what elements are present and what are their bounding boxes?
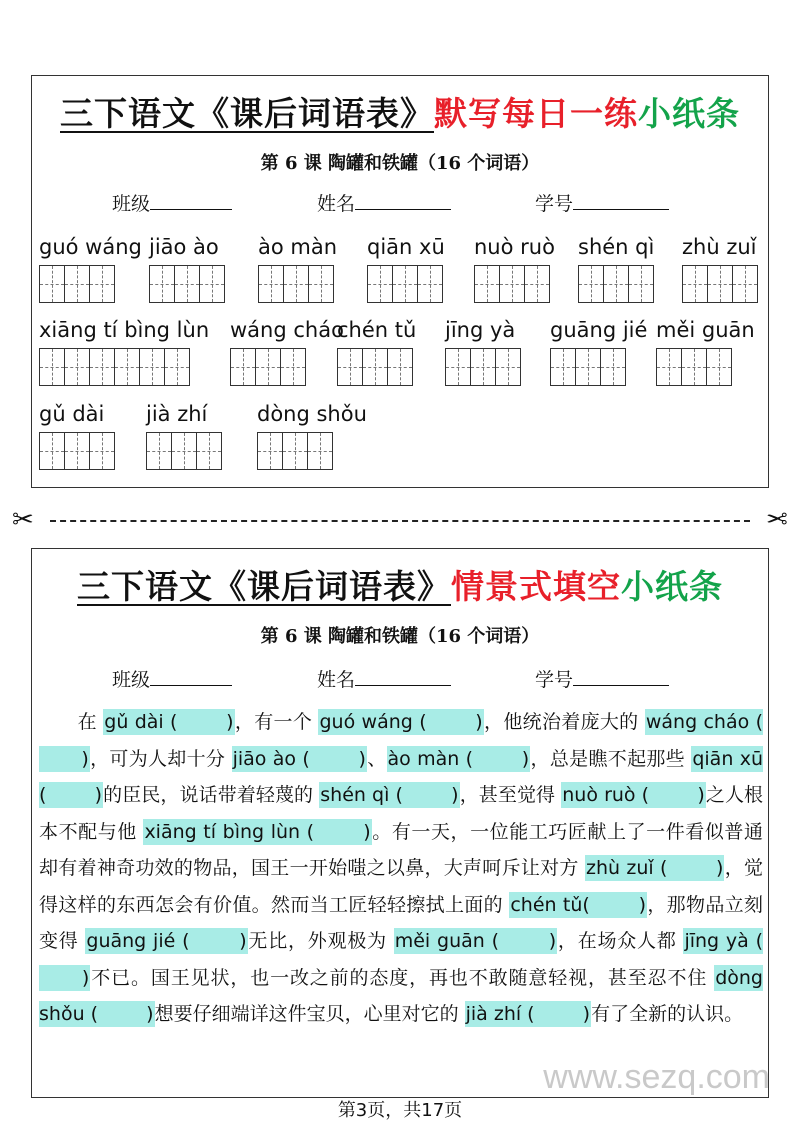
- pinyin-prompt: qiān xū: [367, 235, 445, 259]
- pinyin-blank[interactable]: jīng yà ( ): [39, 928, 763, 991]
- writing-cell[interactable]: [732, 265, 758, 303]
- number-field[interactable]: [535, 665, 669, 692]
- story-passage: [39, 704, 763, 1033]
- watermark: www.sezq.com: [543, 1058, 770, 1096]
- writing-grid[interactable]: [656, 348, 731, 386]
- writing-cell[interactable]: [387, 348, 413, 386]
- writing-cell[interactable]: [283, 265, 309, 303]
- writing-cell[interactable]: [628, 265, 654, 303]
- writing-cell[interactable]: [578, 265, 604, 303]
- writing-cell[interactable]: [392, 265, 418, 303]
- number-field[interactable]: [535, 189, 669, 216]
- writing-cell[interactable]: [575, 348, 601, 386]
- writing-cell[interactable]: [707, 265, 733, 303]
- pinyin-prompt: xiāng tí bìng lùn: [39, 318, 210, 342]
- writing-grid[interactable]: [337, 348, 412, 386]
- writing-grid[interactable]: [149, 265, 224, 303]
- title-main: 三下语文《课后词语表》: [77, 567, 451, 606]
- fill-in-title: [32, 561, 768, 608]
- writing-grid[interactable]: [39, 348, 189, 386]
- passage-text: 。有一天，一位能工巧匠献上了一件看似普通却有着神奇功效的物品，国王一开始嗤之以鼻，大声呵斥让对方: [39, 820, 763, 879]
- writing-cell[interactable]: [445, 348, 471, 386]
- pinyin-blank[interactable]: chén tǔ( ): [510, 893, 647, 916]
- writing-cell[interactable]: [362, 348, 388, 386]
- class-label: 班级: [112, 193, 151, 215]
- writing-cell[interactable]: [64, 432, 90, 470]
- writing-cell[interactable]: [164, 348, 190, 386]
- passage-text: 之人根本不配与他: [39, 784, 764, 843]
- pinyin-prompt: shén qì: [578, 235, 655, 259]
- writing-cell[interactable]: [174, 265, 200, 303]
- pinyin-blank[interactable]: jiāo ào ( ): [232, 747, 366, 770]
- writing-cell[interactable]: [682, 265, 708, 303]
- title-green: 小纸条: [621, 567, 723, 606]
- writing-cell[interactable]: [64, 265, 90, 303]
- writing-cell[interactable]: [495, 348, 521, 386]
- writing-cell[interactable]: [39, 348, 65, 386]
- number-label: 学号: [535, 193, 574, 215]
- writing-cell[interactable]: [230, 348, 256, 386]
- dashed-divider: [50, 520, 750, 522]
- passage-text: 在: [77, 711, 104, 733]
- dictation-card: [31, 75, 769, 488]
- lesson-subtitle: 第 6 课 陶罐和铁罐（16 个词语）: [260, 626, 540, 647]
- name-label: 姓名: [317, 669, 356, 691]
- pinyin-blank[interactable]: nuò ruò ( ): [562, 784, 705, 806]
- pinyin-prompt: jià zhí: [146, 402, 208, 426]
- writing-cell[interactable]: [89, 348, 115, 386]
- passage-text: 不已。国王见状，也一改之前的态度，再也不敢随意轻视，甚至忍不住: [90, 966, 715, 989]
- pinyin-blank[interactable]: xiāng tí bìng lùn ( ): [144, 820, 371, 843]
- class-label: 班级: [112, 669, 151, 691]
- writing-grid[interactable]: [550, 348, 625, 386]
- writing-cell[interactable]: [171, 432, 197, 470]
- pinyin-prompt: guó wáng: [39, 235, 142, 259]
- class-field[interactable]: [112, 665, 232, 692]
- lesson-subtitle: 第 6 课 陶罐和铁罐（16 个词语）: [260, 153, 540, 174]
- writing-cell[interactable]: [308, 265, 334, 303]
- writing-cell[interactable]: [196, 432, 222, 470]
- class-field[interactable]: [112, 189, 232, 216]
- title-red: 默写每日一练: [434, 94, 638, 133]
- pinyin-prompt: wáng cháo: [230, 318, 344, 342]
- passage-text: ，他统治着庞大的: [483, 711, 645, 733]
- pinyin-prompt: jiāo ào: [149, 235, 219, 259]
- writing-cell[interactable]: [89, 265, 115, 303]
- pinyin-prompt: guāng jié: [550, 318, 648, 342]
- writing-cell[interactable]: [255, 348, 281, 386]
- writing-cell[interactable]: [199, 265, 225, 303]
- writing-cell[interactable]: [524, 265, 550, 303]
- writing-cell[interactable]: [89, 432, 115, 470]
- cut-line: [12, 505, 788, 535]
- name-field[interactable]: [317, 665, 451, 692]
- scissors-icon: ✂: [766, 505, 788, 535]
- writing-grid[interactable]: [39, 432, 114, 470]
- writing-cell[interactable]: [600, 348, 626, 386]
- pinyin-prompt: měi guān: [656, 318, 755, 342]
- writing-cell[interactable]: [257, 432, 283, 470]
- dictation-title: [32, 88, 768, 135]
- scissors-icon: ✂: [12, 505, 34, 535]
- writing-cell[interactable]: [656, 348, 682, 386]
- passage-text: 的臣民，说话带着轻蔑的: [103, 784, 320, 806]
- writing-grid[interactable]: [445, 348, 520, 386]
- writing-cell[interactable]: [499, 265, 525, 303]
- passage-text: ，那物品立刻变得: [39, 893, 764, 952]
- passage-text: ，有一个: [234, 711, 319, 733]
- writing-grid[interactable]: [367, 265, 442, 303]
- passage-text: 有了全新的认识。: [591, 1003, 744, 1025]
- writing-grid[interactable]: [474, 265, 549, 303]
- pinyin-prompt: gǔ dài: [39, 402, 105, 426]
- pinyin-prompt: jīng yà: [445, 318, 516, 342]
- writing-cell[interactable]: [139, 348, 165, 386]
- passage-text: ，总是瞧不起那些: [530, 747, 692, 770]
- name-field[interactable]: [317, 189, 451, 216]
- pinyin-blank[interactable]: dòng shǒu ( ): [39, 966, 763, 1025]
- fill-in-card: [31, 548, 769, 1098]
- writing-cell[interactable]: [474, 265, 500, 303]
- name-label: 姓名: [317, 193, 356, 215]
- passage-text: ，觉得这样的东西怎会有价值。然而当工匠轻轻擦拭上面的: [39, 857, 764, 916]
- pinyin-prompt: zhù zuǐ: [682, 235, 757, 259]
- writing-grid[interactable]: [257, 432, 332, 470]
- pinyin-blank[interactable]: guāng jié ( ): [86, 930, 247, 952]
- writing-grid[interactable]: [258, 265, 333, 303]
- writing-cell[interactable]: [258, 265, 284, 303]
- writing-cell[interactable]: [307, 432, 333, 470]
- writing-cell[interactable]: [64, 348, 90, 386]
- passage-text: 、: [366, 747, 387, 770]
- title-red: 情景式填空: [451, 567, 621, 606]
- writing-cell[interactable]: [603, 265, 629, 303]
- pinyin-blank[interactable]: shén qì ( ): [320, 784, 459, 806]
- pinyin-prompt: ào màn: [258, 235, 338, 259]
- pinyin-blank[interactable]: jià zhí ( ): [465, 1003, 591, 1025]
- writing-cell[interactable]: [39, 265, 65, 303]
- title-green: 小纸条: [638, 94, 740, 133]
- number-label: 学号: [535, 669, 574, 691]
- pinyin-blank[interactable]: wáng cháo ( ): [39, 709, 763, 772]
- writing-cell[interactable]: [39, 432, 65, 470]
- writing-cell[interactable]: [337, 348, 363, 386]
- writing-cell[interactable]: [282, 432, 308, 470]
- passage-text: ，甚至觉得: [459, 784, 562, 806]
- writing-grid[interactable]: [39, 265, 114, 303]
- writing-cell[interactable]: [149, 265, 175, 303]
- passage-text: 无比，外观极为: [247, 930, 394, 952]
- writing-cell[interactable]: [146, 432, 172, 470]
- writing-grid[interactable]: [682, 265, 757, 303]
- writing-cell[interactable]: [367, 265, 393, 303]
- pinyin-blank[interactable]: qiān xū ( ): [39, 747, 764, 806]
- passage-text: ，可为人却十分: [89, 747, 232, 770]
- writing-cell[interactable]: [114, 348, 140, 386]
- pinyin-prompt: dòng shǒu: [257, 402, 367, 426]
- pinyin-blank[interactable]: gǔ dài ( ): [104, 711, 234, 733]
- writing-cell[interactable]: [706, 348, 732, 386]
- writing-cell[interactable]: [417, 265, 443, 303]
- pinyin-prompt: nuò ruò: [474, 235, 555, 259]
- writing-cell[interactable]: [681, 348, 707, 386]
- pinyin-blank[interactable]: guó wáng ( ): [319, 711, 483, 733]
- writing-grid[interactable]: [230, 348, 305, 386]
- passage-text: ，在场众人都: [557, 930, 684, 952]
- pinyin-blank[interactable]: zhù zuǐ ( ): [586, 857, 724, 879]
- pinyin-blank[interactable]: měi guān ( ): [394, 930, 557, 952]
- passage-text: 想要仔细端详这件宝贝，心里对它的: [154, 1003, 465, 1025]
- pinyin-prompt: chén tǔ: [337, 318, 417, 342]
- writing-cell[interactable]: [280, 348, 306, 386]
- writing-cell[interactable]: [470, 348, 496, 386]
- writing-grid[interactable]: [578, 265, 653, 303]
- writing-grid[interactable]: [146, 432, 221, 470]
- title-main: 三下语文《课后词语表》: [60, 94, 434, 133]
- writing-cell[interactable]: [550, 348, 576, 386]
- pinyin-blank[interactable]: ào màn ( ): [387, 747, 530, 770]
- page-number: 第3页，共17页: [337, 1100, 463, 1121]
